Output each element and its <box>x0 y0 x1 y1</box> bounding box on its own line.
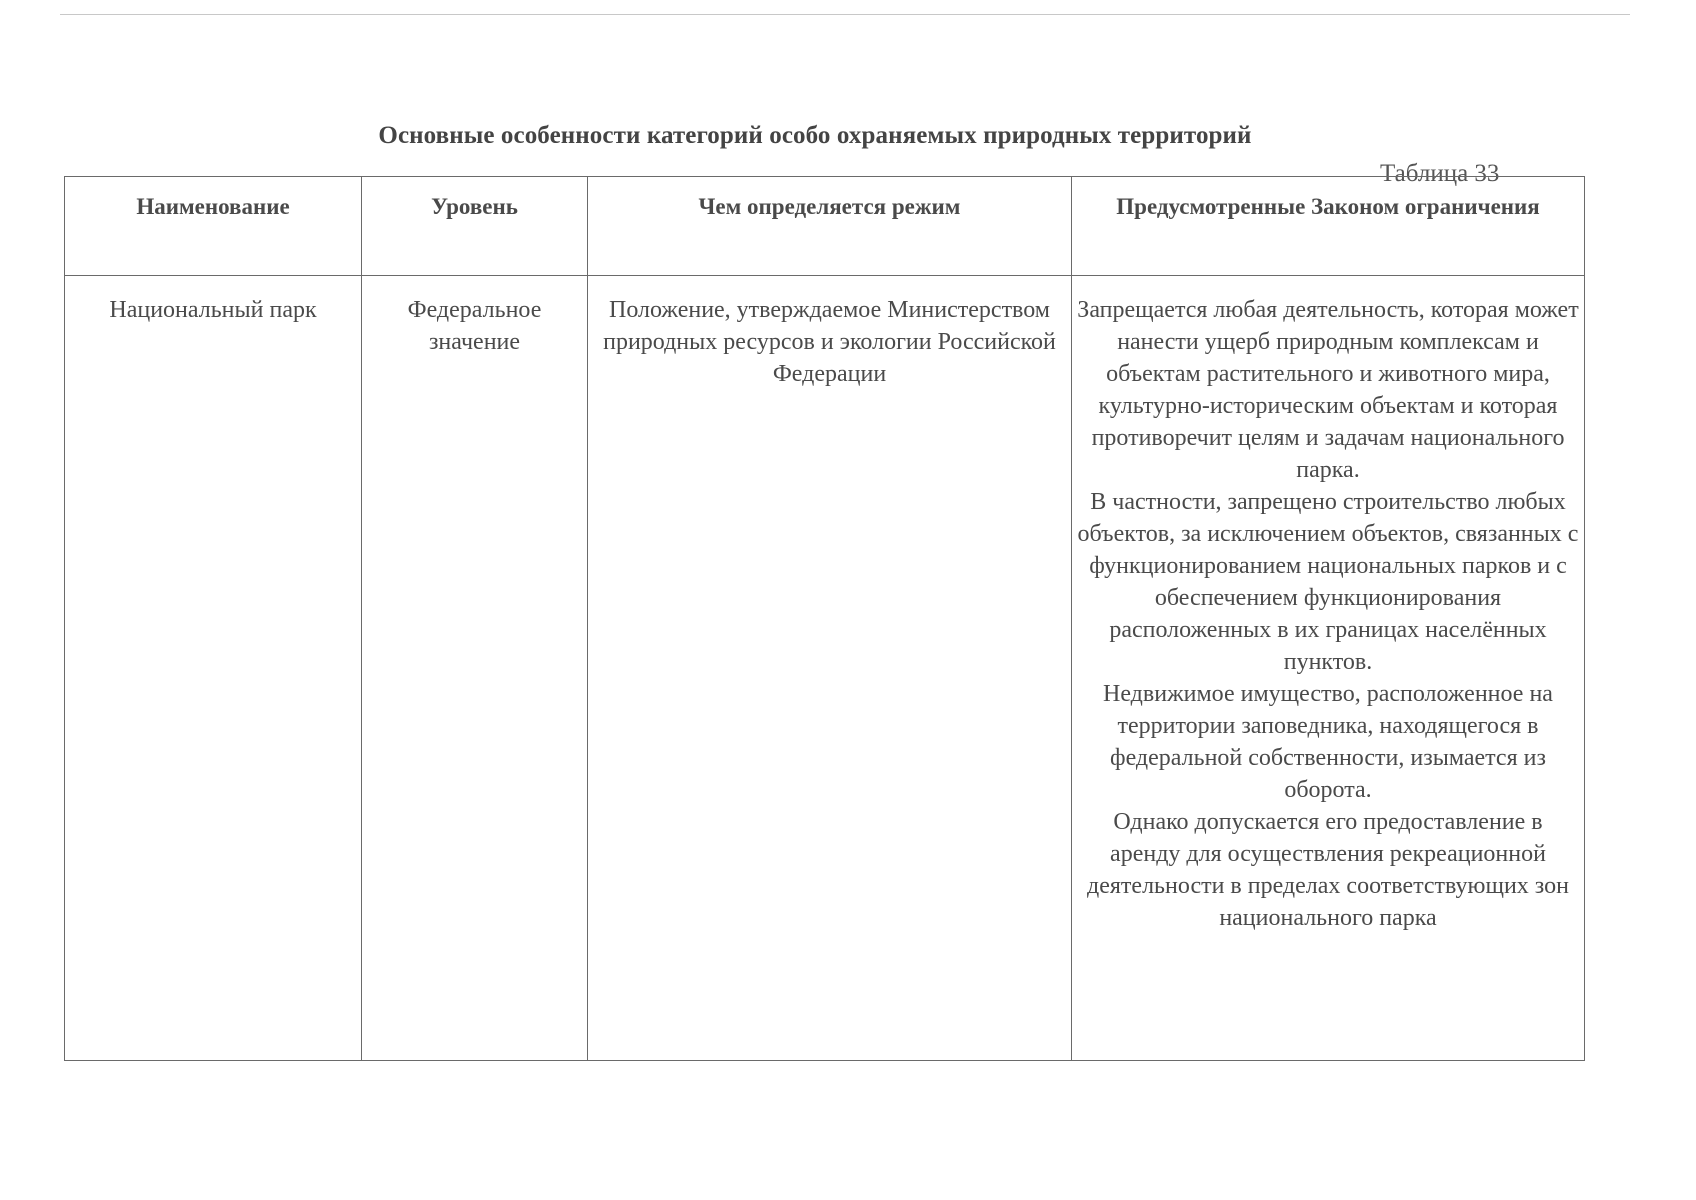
cell-restrictions <box>1072 276 1585 1061</box>
restriction-paragraph: Однако допускается его предоставление в аренду для осуществления рекреационной деятельности в пределах соответствующих зон национального парка <box>1087 809 1569 931</box>
cell-name <box>65 276 362 1061</box>
cell-regime <box>588 276 1072 1061</box>
restriction-paragraph: В частности, запрещено строительство любых объектов, за исключением объектов, связанных с функционированием национальных парков и с обеспечением функционирования расположенных в их границах населённых пунктов. <box>1077 489 1579 675</box>
header-level: Уровень <box>362 177 588 276</box>
table-number: Таблица 33 <box>1380 160 1500 187</box>
cell-level <box>362 276 588 1061</box>
cell-level-text: Федеральное значение <box>407 297 542 355</box>
header-restrictions: Предусмотренные Законом ограничения <box>1072 177 1585 276</box>
restrictions-text <box>1072 294 1584 934</box>
scan-edge-line <box>60 14 1630 15</box>
cell-name-text: Национальный парк <box>109 297 317 323</box>
table-header-row <box>65 177 1585 276</box>
header-regime: Чем определяется режим <box>588 177 1072 276</box>
cell-regime-text: Положение, утверждаемое Министерством природных ресурсов и экологии Российской Федерации <box>603 297 1056 387</box>
restriction-paragraph: Запрещается любая деятельность, которая может нанести ущерб природным комплексам и объектам растительного и животного мира, культурно-историческим объектам и которая противоречит целям и задачам национального парка. <box>1077 297 1579 483</box>
document-title: Основные особенности категорий особо охраняемых природных территорий <box>378 122 1252 149</box>
table-row <box>65 276 1585 1061</box>
categories-table <box>64 176 1585 1061</box>
header-name: Наименование <box>65 177 362 276</box>
restriction-paragraph: Недвижимое имущество, расположенное на территории заповедника, находящегося в федеральной собственности, изымается из оборота. <box>1103 681 1553 803</box>
